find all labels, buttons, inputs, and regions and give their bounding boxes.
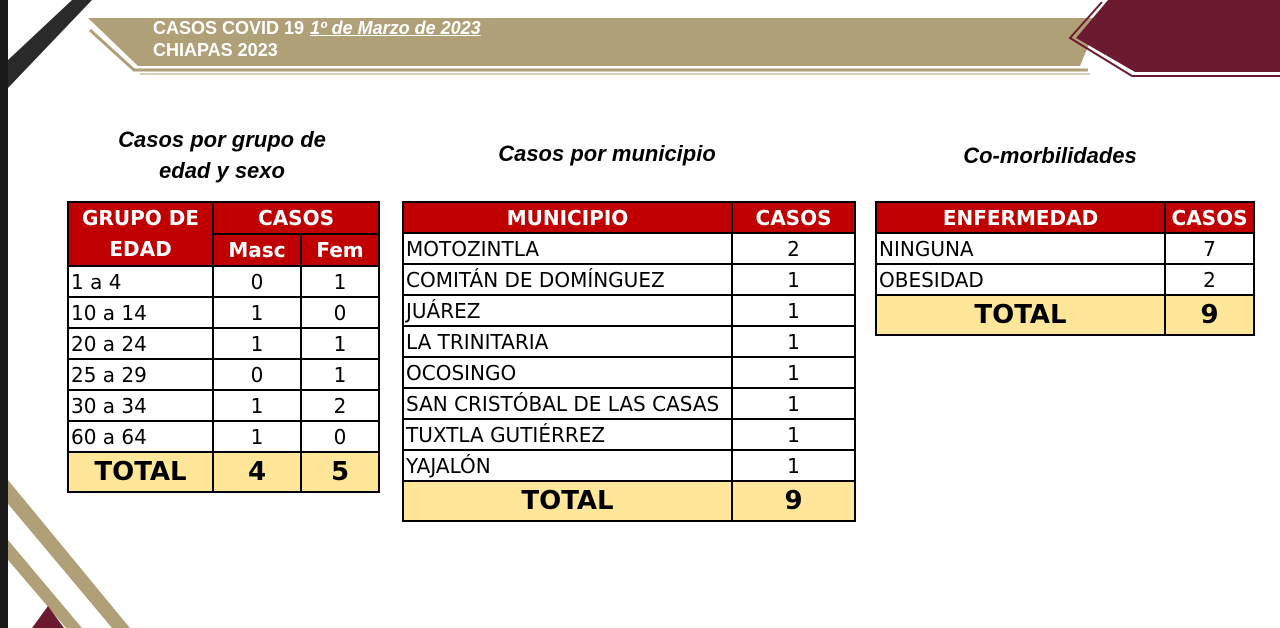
cases-cell: 1 xyxy=(732,357,855,388)
total-row xyxy=(68,452,379,492)
total-row xyxy=(876,295,1254,335)
table-row xyxy=(403,388,855,419)
header-female: Fem xyxy=(301,234,379,266)
header-cases: CASOS xyxy=(1165,202,1254,233)
comorbidity-table-title: Co-morbilidades xyxy=(963,143,1137,168)
male-cell: 0 xyxy=(213,359,301,390)
municipality-cell: TUXTLA GUTIÉRREZ xyxy=(403,419,732,450)
table-row xyxy=(68,328,379,359)
table-row xyxy=(876,233,1254,264)
header-title: CASOS COVID 19 xyxy=(153,18,305,38)
municipality-table-title: Casos por municipio xyxy=(498,141,716,166)
male-cell: 1 xyxy=(213,421,301,452)
age-group-cell: 25 a 29 xyxy=(68,359,213,390)
cases-cell: 2 xyxy=(1165,264,1254,295)
age-table-title: Casos por grupo de edad y sexo xyxy=(118,127,326,183)
female-cell: 0 xyxy=(301,421,379,452)
table-row xyxy=(403,264,855,295)
cases-cell: 1 xyxy=(732,388,855,419)
municipality-cell: JUÁREZ xyxy=(403,295,732,326)
age-group-cell: 30 a 34 xyxy=(68,390,213,421)
table-row xyxy=(403,357,855,388)
male-cell: 1 xyxy=(213,297,301,328)
header-cases: CASOS xyxy=(732,202,855,233)
header-subtitle: CHIAPAS 2023 xyxy=(153,40,278,60)
municipality-cell: SAN CRISTÓBAL DE LAS CASAS xyxy=(403,388,732,419)
cases-cell: 2 xyxy=(732,233,855,264)
table-row xyxy=(68,266,379,297)
disease-cell: NINGUNA xyxy=(876,233,1165,264)
header-male: Masc xyxy=(213,234,301,266)
disease-cell: OBESIDAD xyxy=(876,264,1165,295)
female-cell: 1 xyxy=(301,359,379,390)
total-female: 5 xyxy=(301,452,379,492)
table-row xyxy=(403,233,855,264)
comorbidity-table xyxy=(875,201,1255,336)
table-row xyxy=(876,264,1254,295)
table-row xyxy=(68,297,379,328)
female-cell: 1 xyxy=(301,266,379,297)
cases-cell: 7 xyxy=(1165,233,1254,264)
municipality-cell: YAJALÓN xyxy=(403,450,732,481)
age-group-cell: 20 a 24 xyxy=(68,328,213,359)
total-label: TOTAL xyxy=(403,481,732,521)
total-row xyxy=(403,481,855,521)
table-row xyxy=(403,419,855,450)
municipality-cell: OCOSINGO xyxy=(403,357,732,388)
female-cell: 1 xyxy=(301,328,379,359)
municipality-cell: COMITÁN DE DOMÍNGUEZ xyxy=(403,264,732,295)
cases-cell: 1 xyxy=(732,450,855,481)
municipality-cell: LA TRINITARIA xyxy=(403,326,732,357)
cases-cell: 1 xyxy=(732,264,855,295)
male-cell: 1 xyxy=(213,390,301,421)
cases-cell: 1 xyxy=(732,326,855,357)
total-cases: 9 xyxy=(732,481,855,521)
age-group-cell: 1 a 4 xyxy=(68,266,213,297)
table-row xyxy=(68,421,379,452)
table-row xyxy=(403,295,855,326)
municipality-table xyxy=(402,201,856,522)
age-sex-table xyxy=(67,201,380,493)
female-cell: 2 xyxy=(301,390,379,421)
municipality-cell: MOTOZINTLA xyxy=(403,233,732,264)
total-label: TOTAL xyxy=(876,295,1165,335)
male-cell: 1 xyxy=(213,328,301,359)
table-row xyxy=(403,326,855,357)
table-row xyxy=(68,359,379,390)
age-group-cell: 60 a 64 xyxy=(68,421,213,452)
table-row xyxy=(68,390,379,421)
female-cell: 0 xyxy=(301,297,379,328)
header-disease: ENFERMEDAD xyxy=(876,202,1165,233)
cases-cell: 1 xyxy=(732,419,855,450)
total-label: TOTAL xyxy=(68,452,213,492)
header-date: 1º de Marzo de 2023 xyxy=(310,18,481,38)
cases-cell: 1 xyxy=(732,295,855,326)
table-row xyxy=(403,450,855,481)
total-cases: 9 xyxy=(1165,295,1254,335)
header-cases: CASOS xyxy=(213,202,379,234)
male-cell: 0 xyxy=(213,266,301,297)
header xyxy=(153,17,481,61)
header-municipality: MUNICIPIO xyxy=(403,202,732,233)
age-group-cell: 10 a 14 xyxy=(68,297,213,328)
total-male: 4 xyxy=(213,452,301,492)
header-group: GRUPO DE EDAD xyxy=(68,202,213,266)
